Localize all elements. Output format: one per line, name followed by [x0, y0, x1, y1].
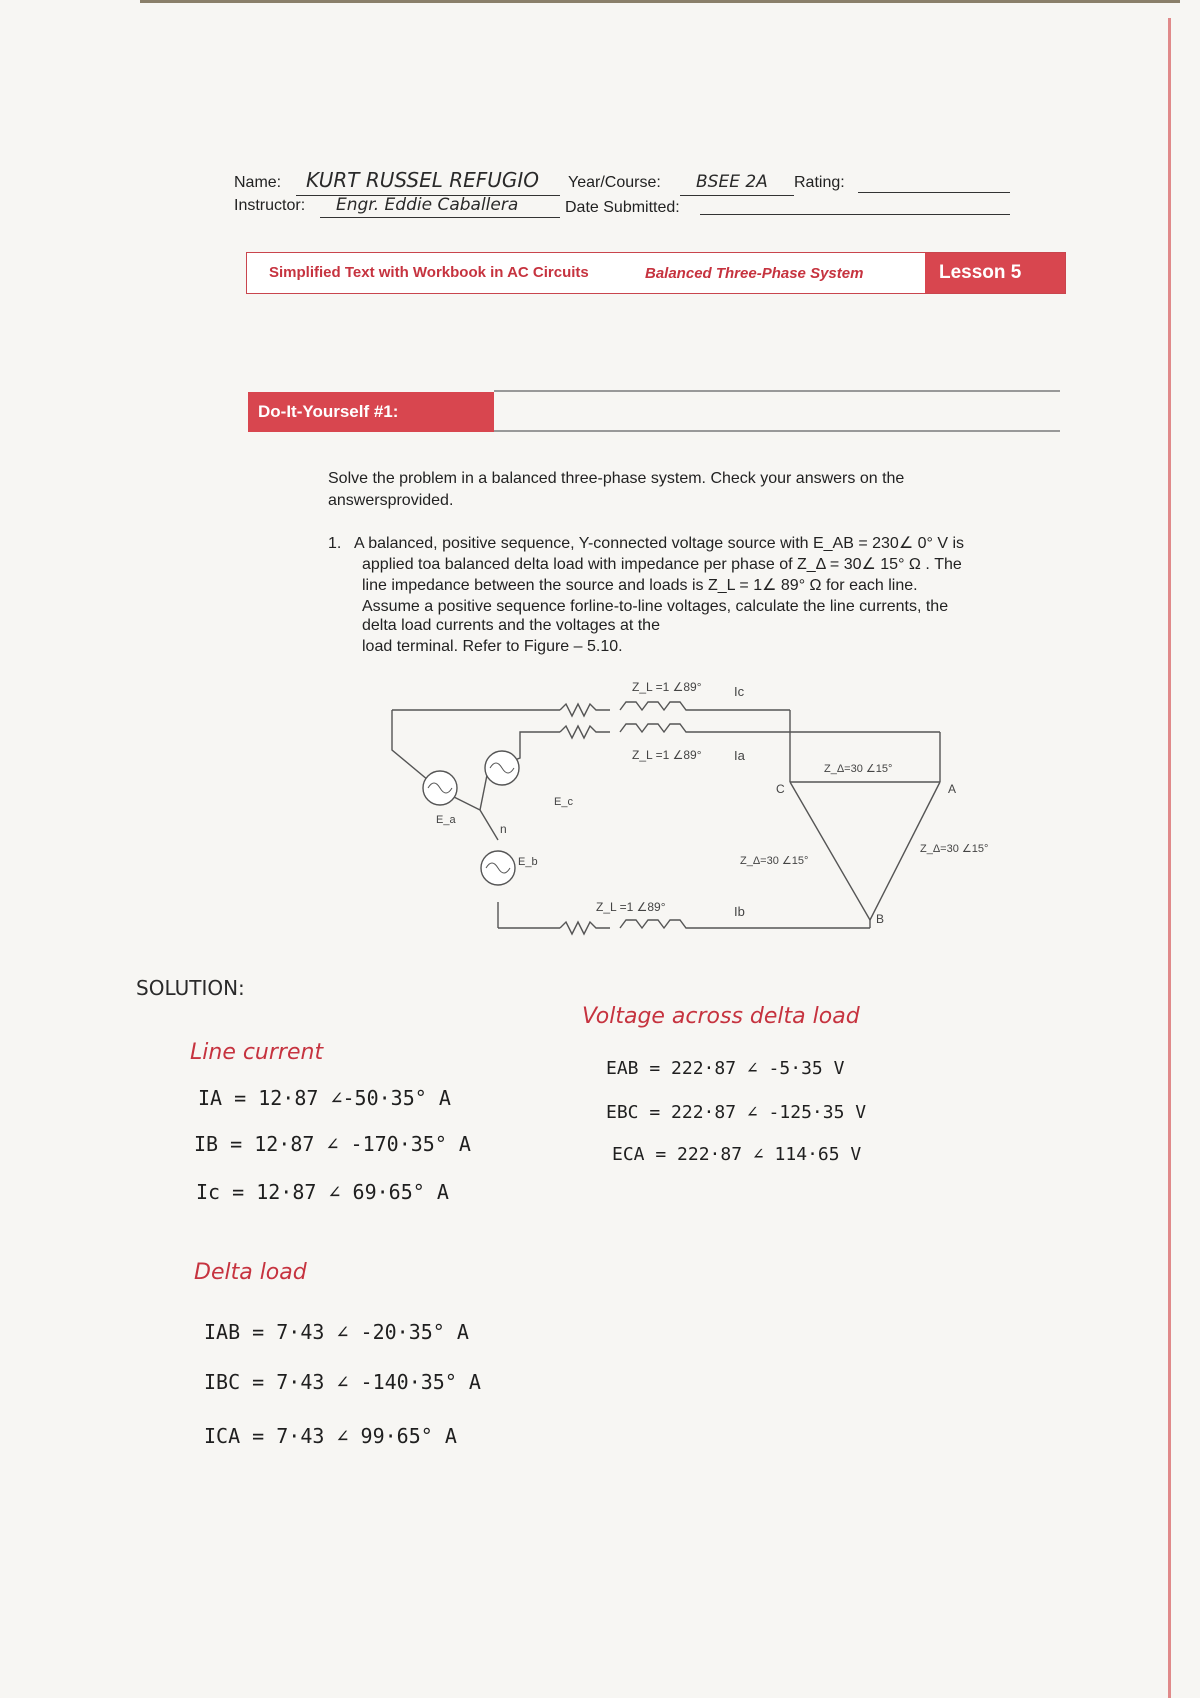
date-label: Date Submitted: — [565, 199, 680, 216]
zd-right-label: Z_Δ=30 ∠15° — [920, 843, 989, 855]
line-current-title: Line current — [190, 1040, 324, 1065]
zd-left-label: Z_Δ=30 ∠15° — [740, 855, 809, 867]
lesson-badge: Lesson 5 — [925, 253, 1065, 293]
zl-bot-label: Z_L =1 ∠89° — [596, 900, 666, 914]
instructor-value: Engr. Eddie Caballera — [336, 195, 519, 215]
delta-load-title: Delta load — [194, 1260, 307, 1285]
ic-answer: Ic = 12·87 ∠ 69·65° A — [196, 1180, 449, 1204]
problem-line1: A balanced, positive sequence, Y-connected voltage source with E_AB = 230∠ 0° V is — [354, 535, 965, 552]
course-topic: Balanced Three-Phase System — [645, 265, 864, 282]
ib-label: Ib — [734, 904, 745, 919]
year-value: BSEE 2A — [696, 172, 768, 192]
name-value: KURT RUSSEL REFUGIO — [306, 168, 540, 192]
instructions-line2: answersprovided. — [328, 492, 454, 509]
course-banner — [246, 252, 1066, 294]
year-label: Year/Course: — [568, 174, 661, 191]
voltage-title: Voltage across delta load — [582, 1004, 860, 1029]
problem-line4: Assume a positive sequence forline-to-line voltages, calculate the line currents, the — [362, 598, 949, 615]
ia-label: Ia — [734, 748, 745, 763]
iab-answer: IAB = 7·43 ∠ -20·35° A — [204, 1320, 469, 1344]
eca-answer: ECA = 222·87 ∠ 114·65 V — [612, 1144, 862, 1165]
ib-answer: IB = 12·87 ∠ -170·35° A — [194, 1132, 471, 1156]
problem-line5: delta load currents and the voltages at the — [362, 617, 660, 634]
zd-top-label: Z_Δ=30 ∠15° — [824, 763, 893, 775]
diy-rule-top — [494, 390, 1060, 392]
ibc-answer: IBC = 7·43 ∠ -140·35° A — [204, 1370, 481, 1394]
diy-heading: Do-It-Yourself #1: — [248, 392, 494, 432]
problem-line6: load terminal. Refer to Figure – 5.10. — [362, 638, 623, 655]
page-top-edge — [140, 0, 1180, 3]
ia-answer: IA = 12·87 ∠-50·35° A — [198, 1086, 451, 1110]
node-a-label: A — [948, 782, 957, 796]
rating-label: Rating: — [794, 174, 845, 191]
ic-label: Ic — [734, 684, 745, 699]
year-underline — [680, 195, 794, 196]
course-title: Simplified Text with Workbook in AC Circuits — [269, 264, 589, 281]
zl-top-label: Z_L =1 ∠89° — [632, 680, 702, 694]
source-c-label: E_c — [554, 796, 573, 808]
rating-underline — [858, 192, 1010, 193]
diy-rule-bottom — [494, 430, 1060, 432]
circuit-figure — [380, 670, 1020, 950]
solution-heading: SOLUTION: — [136, 976, 245, 1000]
ebc-answer: EBC = 222·87 ∠ -125·35 V — [606, 1102, 867, 1123]
ica-answer: ICA = 7·43 ∠ 99·65° A — [204, 1424, 457, 1448]
source-b-label: E_b — [518, 856, 538, 868]
node-b-label: B — [876, 912, 885, 926]
instructions-line1: Solve the problem in a balanced three-phase system. Check your answers on the — [328, 470, 905, 487]
eab-answer: EAB = 222·87 ∠ -5·35 V — [606, 1058, 845, 1079]
date-underline — [700, 214, 1010, 215]
problem-line3: line impedance between the source and loads is Z_L = 1∠ 89° Ω for each line. — [362, 577, 918, 594]
instructor-label: Instructor: — [234, 197, 306, 214]
name-label: Name: — [234, 174, 282, 191]
zl-mid-label: Z_L =1 ∠89° — [632, 748, 702, 762]
node-n-label: n — [500, 822, 507, 836]
page-right-edge — [1168, 18, 1171, 1698]
node-c-label: C — [776, 782, 785, 796]
problem-line2: applied toa balanced delta load with impedance per phase of Z_Δ = 30∠ 15° Ω . The — [362, 556, 962, 573]
source-a-label: E_a — [436, 814, 456, 826]
problem-number: 1. — [328, 535, 342, 552]
instructor-underline — [320, 217, 560, 218]
